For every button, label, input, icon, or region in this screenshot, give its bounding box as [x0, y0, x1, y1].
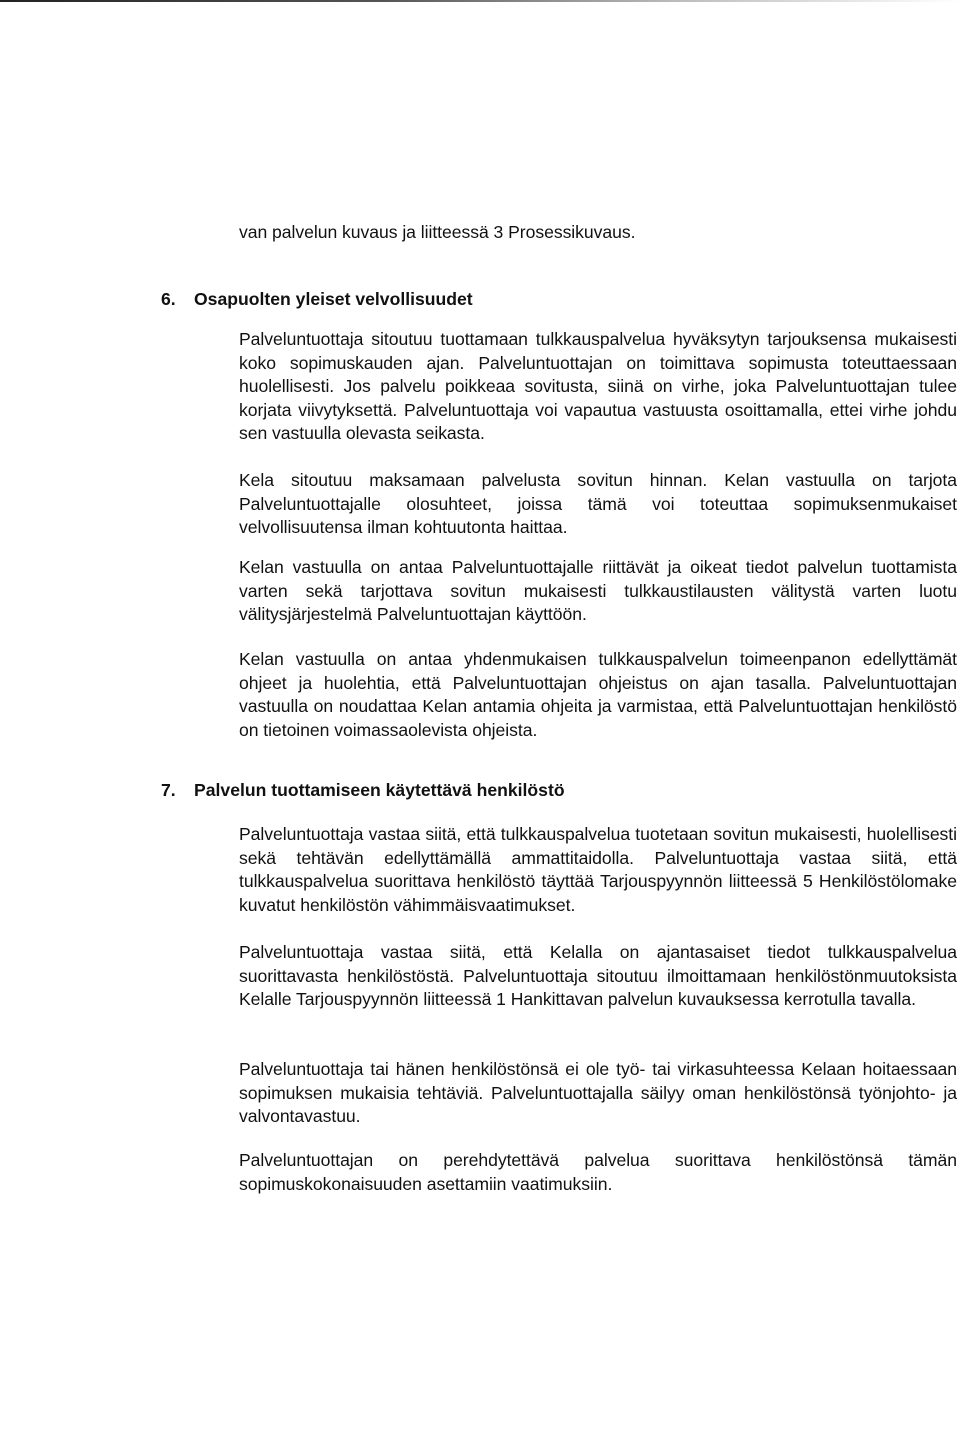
- section-6-paragraph-3: Kelan vastuulla on antaa Palveluntuottajalle riittävät ja oikeat tiedot palvelun tuottamista varten sekä tarjottava sovitun mukaisesti tulkkaustilausten välitystä varten luotu välitysjärjestelmä Palveluntuottajan käyttöön.: [239, 557, 957, 624]
- section-6-title: Osapuolten yleiset velvollisuudet: [194, 289, 473, 309]
- section-7-paragraph-3: Palveluntuottaja tai hänen henkilöstönsä ei ole työ- tai virkasuhteessa Kelaan hoitaessaan sopimuksen mukaisia tehtäviä. Palveluntuottajalla säilyy oman henkilöstönsä työnjohto- ja valvontavastuu.: [239, 1059, 957, 1126]
- section-7-paragraph-2: Palveluntuottaja vastaa siitä, että Kelalla on ajantasaiset tiedot tulkkauspalvelua suorittavasta henkilöstöstä. Palveluntuottaja sitoutuu ilmoittamaan henkilöstönmuutoksista Kelalle Tarjouspyynnön liitteessä 1 Hankittavan palvelun kuvauksessa kerrotulla tavalla.: [239, 942, 957, 1009]
- section-7-paragraph-1: Palveluntuottaja vastaa siitä, että tulkkauspalvelua tuotetaan sovitun mukaisesti, huolellisesti sekä tehtävän edellyttämällä ammattitaidolla. Palveluntuottaja vastaa siitä, että tulkkauspalvelua suorittava henkilöstö täyttää Tarjouspyynnön liitteessä 5 Henkilöstölomake kuvatut henkilöstön vähimmäisvaatimukset.: [239, 824, 957, 915]
- section-7-number: 7.: [161, 780, 176, 800]
- section-6-paragraph-4: Kelan vastuulla on antaa yhdenmukaisen tulkkauspalvelun toimeenpanon edellyttämät ohjeet ja huolehtia, että Palveluntuottajan ohjeistus on ajan tasalla. Palveluntuottajan vastuulla on noudattaa Kelan antamia ohjeita ja varmistaa, että Palveluntuottajan henkilöstö on tietoinen voimassaolevista ohjeista.: [239, 649, 957, 740]
- section-6-paragraph-2: Kela sitoutuu maksamaan palvelusta sovitun hinnan. Kelan vastuulla on tarjota Palveluntuottajalle olosuhteet, joissa tämä voi toteuttaa sopimuksenmukaiset velvollisuutensa ilman kohtuutonta haittaa.: [239, 470, 957, 537]
- section-7-title: Palvelun tuottamiseen käytettävä henkilöstö: [194, 780, 565, 800]
- section-7-heading: [161, 779, 565, 803]
- section-6-number: 6.: [161, 289, 176, 309]
- section-6-heading: [161, 288, 473, 312]
- section-6-paragraph-1: Palveluntuottaja sitoutuu tuottamaan tulkkauspalvelua hyväksytyn tarjouksensa mukaisesti koko sopimuskauden ajan. Palveluntuottajan on toimittava sopimusta toteuttaessaan huolellisesti. Jos palvelu poikkeaa sovitusta, siinä on virhe, joka Palveluntuottajan tulee korjata viivytyksettä. Palveluntuottaja voi vapautua vastuusta osoittamalla, ettei virhe johdu sen vastuulla olevasta seikasta.: [239, 329, 957, 443]
- intro-line: van palvelun kuvaus ja liitteessä 3 Prosessikuvaus.: [239, 222, 636, 242]
- section-7-paragraph-4: Palveluntuottajan on perehdytettävä palvelua suorittava henkilöstönsä tämän sopimuskokonaisuuden asettamiin vaatimuksiin.: [239, 1150, 957, 1194]
